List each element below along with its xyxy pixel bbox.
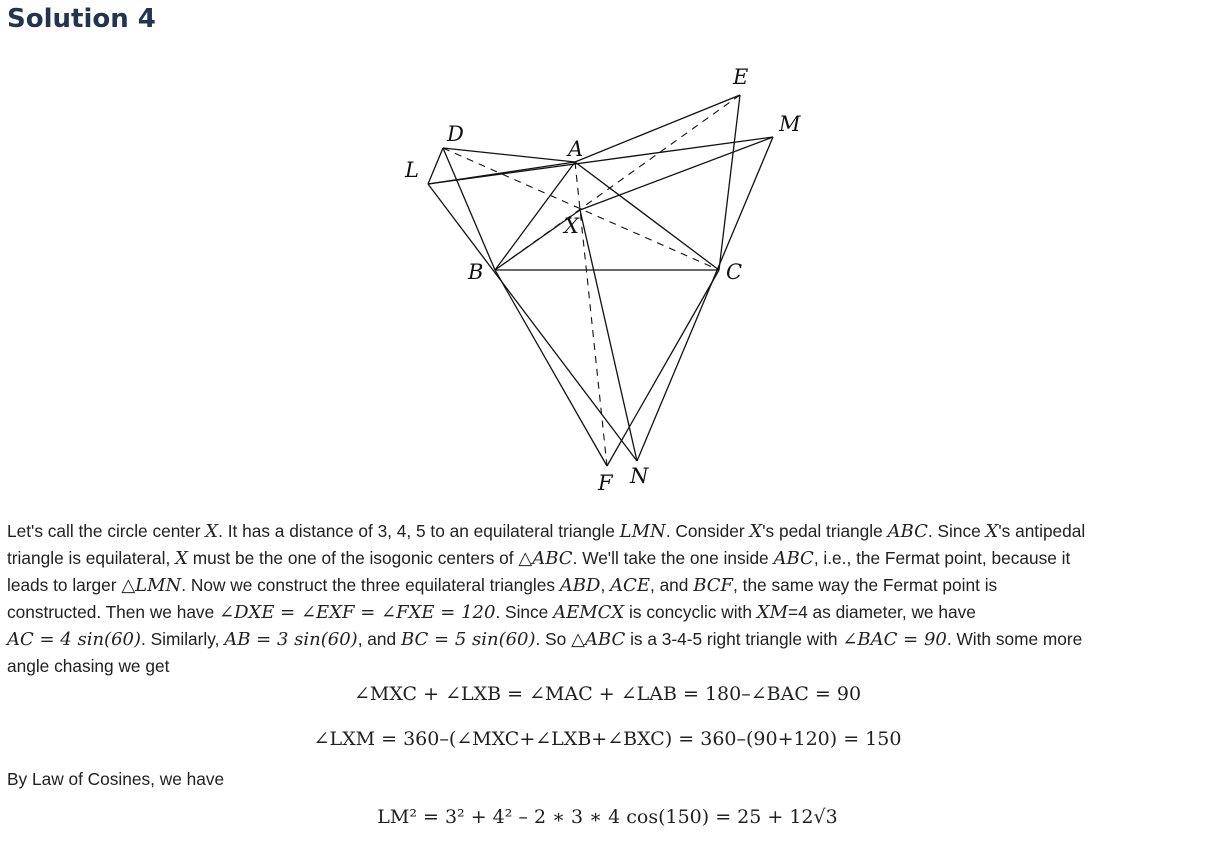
text-fragment: Let's call the circle center [7,521,206,541]
text-fragment: is concyclic with [624,602,757,622]
label-L: L [405,158,419,182]
math-expression: ∠DXE = ∠EXF = ∠FXE = 120 [218,602,496,623]
math-expression: BCF [693,575,734,596]
label-N: N [630,464,649,488]
geometry-figure [380,60,840,500]
math-expression: ABC [887,521,928,542]
text-fragment: 's pedal triangle [762,521,888,541]
text-fragment: must be the one of the isogonic centers of [187,548,519,568]
text-fragment: . Now we construct the three equilateral triangles [181,575,560,595]
text-fragment: . It has a distance of 3, 4, 5 to an equilateral triangle [218,521,620,541]
equation-law-of-cosines: LM² = 3² + 4² – 2 ∗ 3 ∗ 4 cos(150) = 25 + 12√3 [377,806,838,828]
equation-angle-lxm: ∠LXM = 360–(∠MXC+∠LXB+∠BXC) = 360–(90+120) = 150 [313,728,902,750]
label-C: C [726,260,743,284]
math-expression: X [175,548,188,569]
text-fragment: angle chasing we get [7,656,170,676]
text-fragment: is a 3-4-5 right triangle with [625,629,843,649]
math-expression: ACE [610,575,650,596]
math-expression: BC = 5 sin(60) [400,629,536,650]
segment-EC [719,95,740,270]
label-D: D [447,122,464,146]
math-expression: LMN [619,521,666,542]
text-fragment: , i.e., the Fermat point, because it [813,548,1071,568]
segment-MN [637,137,773,461]
paragraph-line [7,626,1207,653]
math-expression: X [205,521,219,542]
label-B: B [468,260,484,284]
math-expression: AEMCX [553,602,625,623]
segment-AB [495,162,575,270]
text-fragment: . Since [927,521,986,541]
text-fragment: , the same way the Fermat point is [733,575,998,595]
text-fragment: . We'll take the one inside [572,548,774,568]
text-fragment: 's antipedal [998,521,1086,541]
paragraph-line [7,653,1207,679]
math-expression: AB = 3 sin(60) [224,629,358,650]
text-fragment: , [600,575,611,595]
text-fragment: . With some more [946,629,1083,649]
math-expression: △LMN [121,575,182,596]
segment-LM [428,137,773,184]
math-expression: ABC [773,548,814,569]
segment-DA [443,148,575,162]
text-fragment: , and [649,575,694,595]
paragraph-line [7,518,1207,545]
text-fragment: . Consider [665,521,750,541]
text-fragment: =4 as diameter, we have [788,602,976,622]
text-fragment: , and [357,629,401,649]
segment-CF [607,270,719,466]
math-expression: △ABC [571,629,626,650]
equation-angle-sum: ∠MXC + ∠LXB = ∠MAC + ∠LAB = 180–∠BAC = 90 [353,683,862,705]
segment-DL [428,148,443,184]
label-A: A [568,137,584,161]
math-expression: AC = 4 sin(60) [7,629,142,650]
solution-paragraph [7,518,1207,679]
law-of-cosines-text: By Law of Cosines, we have [7,769,225,789]
paragraph-line [7,545,1207,572]
text-fragment: . Similarly, [141,629,225,649]
paragraph-line [7,599,1207,626]
math-expression: XM [756,602,789,623]
paragraph-line [7,572,1207,599]
text-fragment: constructed. Then we have [7,602,219,622]
text-fragment: . So [535,629,572,649]
segment-AC [575,162,719,270]
segment-AE [575,95,740,162]
text-fragment: . Since [495,602,554,622]
label-M: M [779,112,801,136]
text-fragment: triangle is equilateral, [7,548,176,568]
dashed-AF [575,162,607,466]
label-E: E [733,65,749,89]
solution-heading: Solution 4 [7,4,156,34]
math-expression: X [985,521,999,542]
label-X: X [564,214,579,238]
math-expression: ∠BAC = 90 [842,629,947,650]
text-fragment: leads to larger [7,575,122,595]
math-expression: △ABC [518,548,573,569]
math-expression: X [749,521,763,542]
segment-DB [443,148,495,270]
label-F: F [598,471,613,495]
segment-BF [495,270,607,466]
math-expression: ABD [559,575,601,596]
